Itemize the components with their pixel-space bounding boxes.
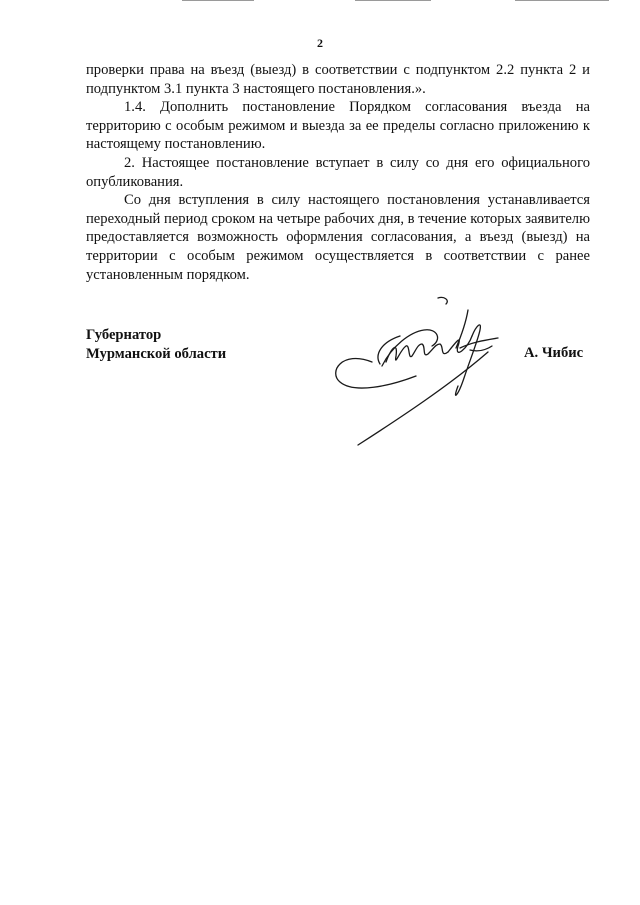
signer-title-line: Губернатор (86, 327, 162, 343)
signer-position (86, 326, 226, 363)
paragraph-item-2: 2. Настоящее постановление вступает в силу со дня его официального опубликования. (86, 154, 590, 190)
top-border-line (515, 0, 609, 1)
signer-region-line: Мурманской области (86, 345, 227, 362)
page-number: 2 (317, 36, 323, 50)
handwritten-signature (320, 290, 520, 460)
top-border-line (355, 0, 431, 1)
paragraph-transition-period: Со дня вступления в силу настоящего постановления устанавливается переходный период сроком на четыре рабочих дня, в течение которых заявителю предоставляется возможность оформления согласования, а въезд (выезд) на территории с особым режимом осуществляется в соответствии с ранее установленным порядком. (86, 192, 590, 283)
document-body (86, 61, 590, 284)
signer-name: А. Чибис (524, 345, 584, 361)
paragraph-item-1-4: 1.4. Дополнить постановление Порядком согласования въезда на территорию с особым режимом и выезда за ее пределы согласно приложению к настоящему постановлению. (86, 99, 590, 153)
paragraph-continuation: проверки права на въезд (выезд) в соответствии с подпунктом 2.2 пункта 2 и подпунктом 3.1 пункта 3 настоящего постановления.». (86, 62, 590, 97)
top-border-line (182, 0, 254, 1)
